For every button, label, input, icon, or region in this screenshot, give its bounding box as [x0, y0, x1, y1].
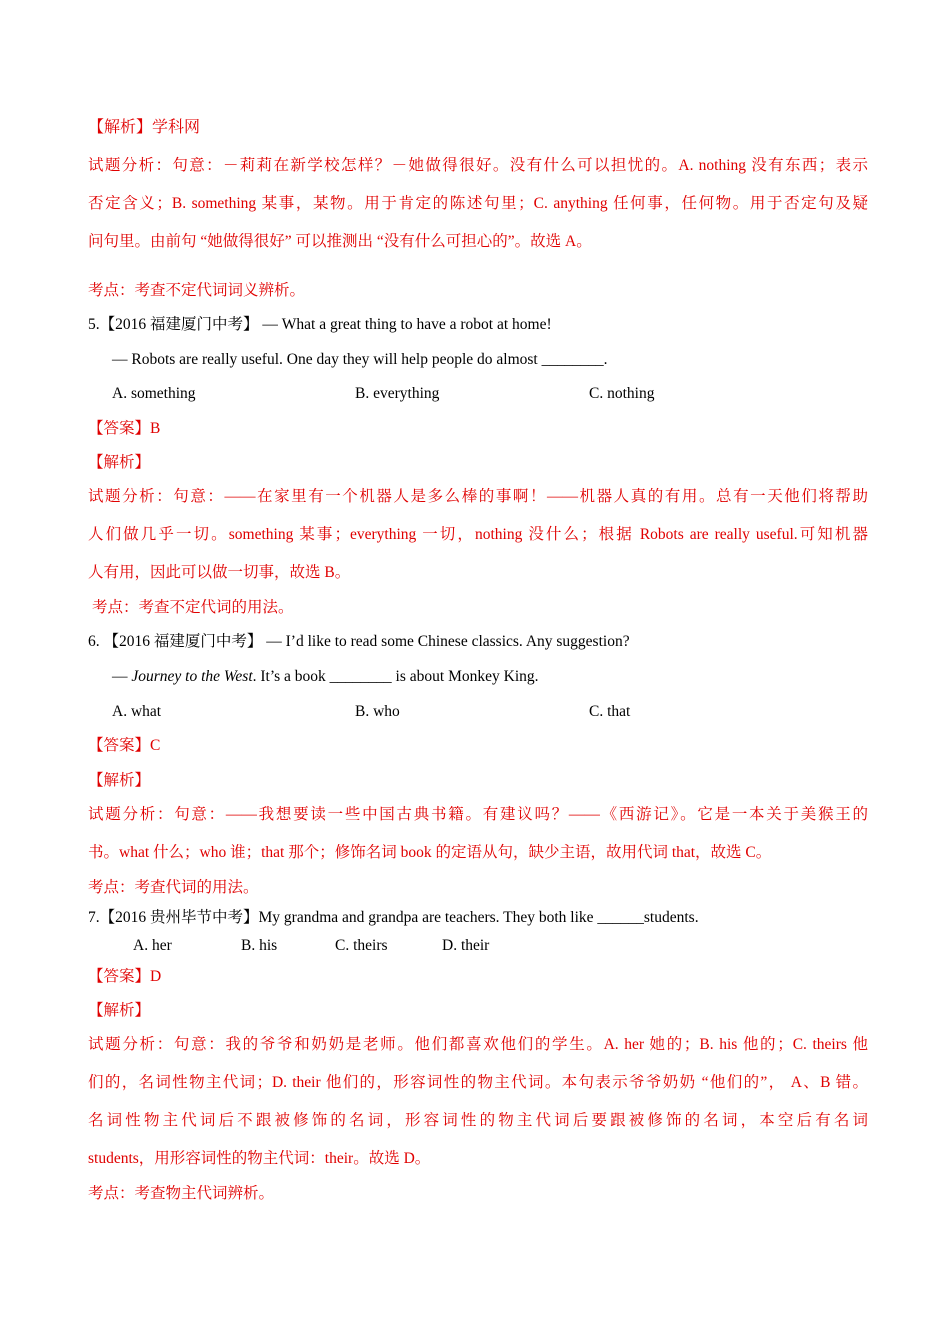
q7-option-b: B. his	[241, 937, 278, 954]
q7-option-c: C. theirs	[335, 937, 388, 954]
q6-jiexi-label: 【解析】	[88, 772, 151, 789]
q7-analysis-line-4: students，用形容词性的物主代词：their。故选 D。	[88, 1150, 431, 1167]
q7-answer	[88, 967, 161, 987]
q7-stem-text: My grandma and grandpa are teachers. They both like ______students.	[258, 909, 699, 926]
q6-book-title: Journey to the West	[131, 668, 253, 685]
q5-line-2: — Robots are really useful. One day they will help people do almost ________.	[112, 351, 608, 368]
q7-option-d: D. their	[442, 937, 490, 954]
q6-answer	[88, 736, 160, 756]
q5-analysis-line-1: 试题分析：句意：——在家里有一个机器人是多么棒的事啊！——机器人真的有用。总有一天他们将帮助	[88, 488, 868, 505]
q7-answer-label: 【答案】	[88, 968, 151, 985]
q6-line-2	[112, 667, 539, 687]
q5-source: 【2016 福建厦门中考】	[99, 316, 259, 333]
section1-analysis-line-2: 否定含义；B. something 某事，某物。用于肯定的陈述句里；C. anything 任何事，任何物。用于否定句及疑	[88, 195, 868, 212]
q7-analysis-line-3: 名词性物主代词后不跟被修饰的名词，形容词性的物主代词后要跟被修饰的名词，本空后有名词	[88, 1112, 868, 1129]
section1-jiexi-heading	[88, 118, 200, 138]
q5-analysis-line-3: 人有用，因此可以做一切事，故选 B。	[88, 564, 351, 581]
q7-analysis-line-1: 试题分析：句意：我的爷爷和奶奶是老师。他们都喜欢他们的学生。A. her 她的；B. his 他的；C. theirs 他	[88, 1036, 868, 1053]
q6-stem-text: — I’d like to read some Chinese classics. Any suggestion?	[262, 633, 630, 650]
jiexi-label: 【解析】	[88, 119, 153, 136]
q5-number: 5.	[88, 316, 100, 333]
q5-answer-value: B	[150, 420, 161, 437]
q7-answer-value: D	[150, 968, 162, 985]
q6-analysis-line-1: 试题分析：句意：——我想要读一些中国古典书籍。有建议吗？——《西游记》。它是一本关于美猴王的	[88, 806, 868, 823]
q5-stem	[88, 315, 552, 335]
q6-option-c: C. that	[589, 703, 631, 720]
q6-line-2-prefix: —	[112, 668, 132, 685]
q6-analysis-line-2: 书。what 什么；who 谁；that 那个；修饰名词 book 的定语从句，缺少主语，故用代词 that，故选 C。	[88, 844, 772, 861]
section1-analysis-line-1: 试题分析：句意：－莉莉在新学校怎样？－她做得很好。没有什么可以担忧的。A. nothing 没有东西；表示	[88, 157, 868, 174]
q6-option-b: B. who	[355, 703, 400, 720]
q6-answer-label: 【答案】	[88, 737, 151, 754]
q5-jiexi-label: 【解析】	[88, 454, 151, 471]
q6-source: 【2016 福建厦门中考】	[103, 633, 263, 650]
q5-option-c: C. nothing	[589, 385, 655, 402]
q5-option-b: B. everything	[355, 385, 440, 402]
q6-answer-value: C	[150, 737, 161, 754]
q7-point: 考点：考查物主代词辨析。	[88, 1185, 275, 1202]
q5-answer	[88, 419, 160, 439]
q6-number: 6.	[88, 633, 100, 650]
q5-analysis-line-2: 人们做几乎一切。something 某事；everything 一切，nothing 没什么；根据 Robots are really useful.可知机器	[88, 526, 868, 543]
q7-source: 【2016 贵州毕节中考】	[99, 909, 259, 926]
section1-analysis-line-3: 问句里。由前句 “她做得很好” 可以推测出 “没有什么可担心的”。故选 A。	[88, 233, 592, 250]
q7-stem	[88, 908, 699, 928]
q7-number: 7.	[88, 909, 100, 926]
q6-stem	[88, 632, 630, 652]
q6-point: 考点：考查代词的用法。	[88, 879, 259, 896]
section1-point: 考点：考查不定代词词义辨析。	[88, 282, 306, 299]
q5-answer-label: 【答案】	[88, 420, 151, 437]
q7-option-a: A. her	[133, 937, 172, 954]
q5-option-a: A. something	[112, 385, 196, 402]
q7-jiexi-label: 【解析】	[88, 1002, 151, 1019]
q5-stem-text: — What a great thing to have a robot at home!	[258, 316, 552, 333]
q6-line-2-rest: . It’s a book ________ is about Monkey King.	[252, 668, 539, 685]
q7-analysis-line-2: 们的，名词性物主代词；D. their 他们的，形容词性的物主代词。本句表示爷爷奶奶 “他们的”， A、B 错。	[88, 1074, 868, 1091]
q5-point: 考点：考查不定代词的用法。	[92, 599, 294, 616]
jiexi-source: 学科网	[152, 119, 201, 136]
q6-option-a: A. what	[112, 703, 162, 720]
